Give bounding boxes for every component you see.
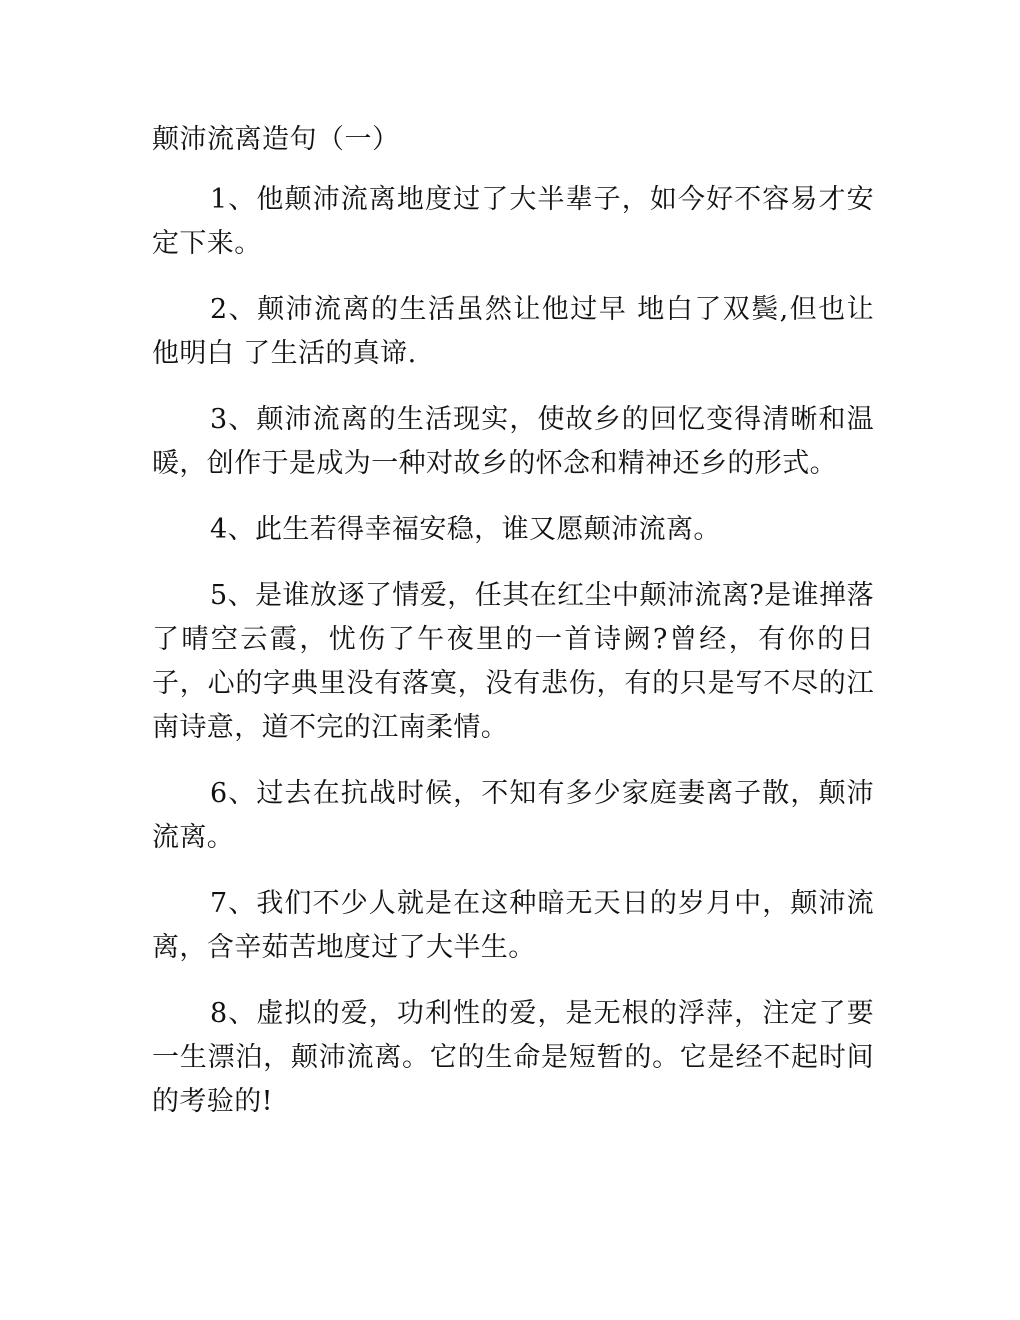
sentence-1: 1、他颠沛流离地度过了大半辈子，如今好不容易才安定下来。	[152, 184, 874, 259]
document-page	[152, 118, 874, 1146]
sentence-8: 8、虚拟的爱，功利性的爱，是无根的浮萍，注定了要一生漂泊，颠沛流离。它的生命是短暂的。它是经不起时间的考验的!	[152, 998, 874, 1117]
sentence-4: 4、此生若得幸福安稳，谁又愿颠沛流离。	[210, 514, 721, 545]
sentence-6: 6、过去在抗战时候，不知有多少家庭妻离子散，颠沛流离。	[152, 778, 874, 853]
sentence-5: 5、是谁放逐了情爱，任其在红尘中颠沛流离?是谁掸落了晴空云霞，忧伤了午夜里的一首诗阙?曾经，有你的日子，心的字典里没有落寞，没有悲伤，有的只是写不尽的江南诗意，道不完的江南柔情。	[152, 580, 874, 743]
sentence-2: 2、颠沛流离的生活虽然让他过早 地白了双鬓,但也让他明白 了生活的真谛.	[152, 294, 874, 369]
sentence-7: 7、我们不少人就是在这种暗无天日的岁月中，颠沛流离，含辛茹苦地度过了大半生。	[152, 888, 874, 963]
sentence-3: 3、颠沛流离的生活现实，使故乡的回忆变得清晰和温暖，创作于是成为一种对故乡的怀念和精神还乡的形式。	[152, 404, 874, 479]
document-title: 颠沛流离造句（一）	[152, 124, 400, 155]
